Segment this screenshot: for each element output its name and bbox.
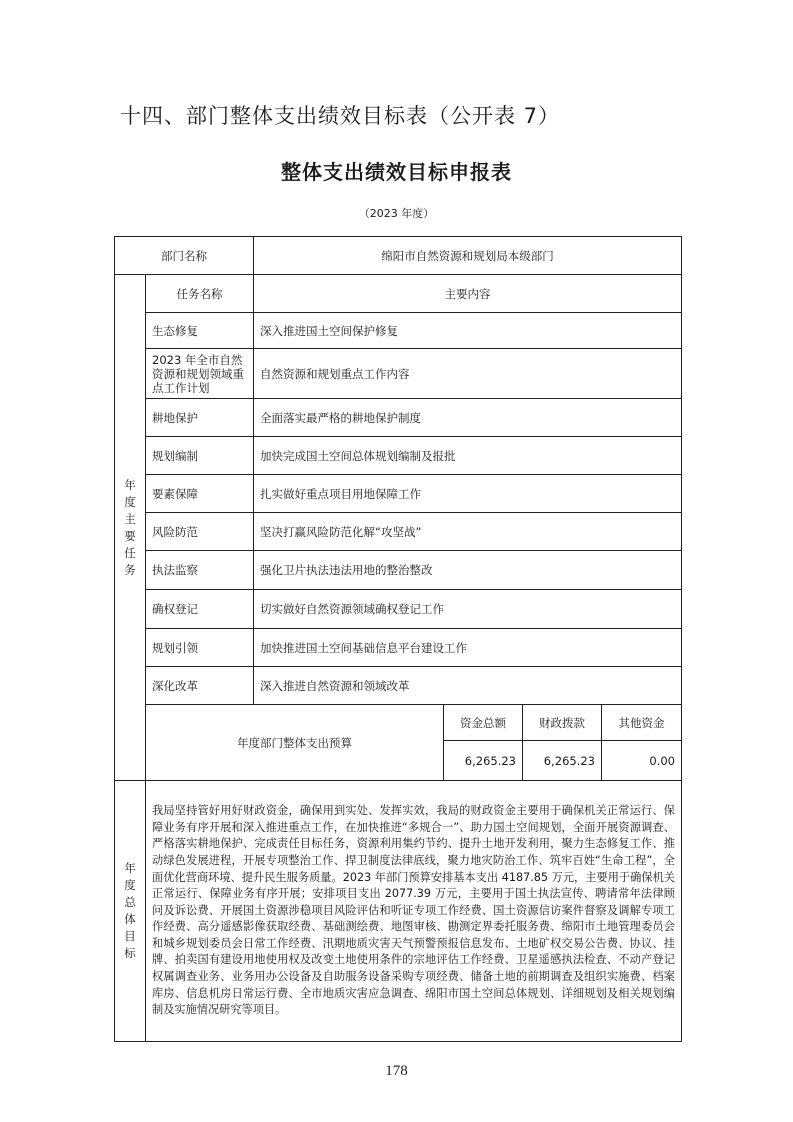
task-content: 扎实做好重点项目用地保障工作 (254, 475, 682, 513)
task-name: 生态修复 (146, 313, 254, 349)
task-row (115, 590, 682, 629)
budget-fiscal-value: 6,265.23 (523, 741, 602, 781)
task-row (115, 437, 682, 475)
task-name: 执法监察 (146, 551, 254, 590)
task-name: 2023 年全市自然资源和规划领域重点工作计划 (146, 349, 254, 399)
task-content: 强化卫片执法违法用地的整治整改 (254, 551, 682, 590)
budget-other-value: 0.00 (602, 741, 682, 781)
side-char: 标 (124, 946, 136, 960)
task-content: 坚决打赢风险防范化解“攻坚战” (254, 513, 682, 551)
side-char: 年 (124, 861, 136, 875)
dept-row (115, 237, 682, 275)
goal-row (115, 781, 682, 1042)
task-row (115, 667, 682, 705)
budget-total-header: 资金总额 (444, 705, 523, 741)
side-char: 度 (124, 494, 136, 509)
side-char: 度 (124, 878, 136, 892)
task-name: 要素保障 (146, 475, 254, 513)
performance-goal-table (114, 236, 682, 1042)
task-name: 规划编制 (146, 437, 254, 475)
task-header-row (115, 275, 682, 313)
budget-label: 年度部门整体支出预算 (146, 705, 444, 781)
budget-total-value: 6,265.23 (444, 741, 523, 781)
tasks-side-label (115, 275, 146, 781)
task-name: 确权登记 (146, 590, 254, 629)
budget-fiscal-header: 财政拨款 (523, 705, 602, 741)
side-char: 年 (124, 477, 136, 492)
task-row (115, 313, 682, 349)
task-name: 规划引领 (146, 629, 254, 667)
side-char: 总 (124, 895, 136, 909)
side-char: 主 (124, 511, 136, 526)
side-char: 目 (124, 929, 136, 943)
task-name: 深化改革 (146, 667, 254, 705)
task-name: 耕地保护 (146, 399, 254, 437)
task-content: 深入推进国土空间保护修复 (254, 313, 682, 349)
page-number: 178 (385, 1063, 408, 1079)
task-content: 切实做好自然资源领域确权登记工作 (254, 590, 682, 629)
goal-side-label (115, 781, 146, 1042)
page-heading: 十四、部门整体支出绩效目标表（公开表 7） (120, 104, 561, 128)
form-title: 整体支出绩效目标申报表 (281, 160, 512, 184)
task-name: 风险防范 (146, 513, 254, 551)
task-row (115, 349, 682, 399)
task-content: 深入推进自然资源和领域改革 (254, 667, 682, 705)
task-name-header: 任务名称 (146, 275, 254, 313)
task-content: 自然资源和规划重点工作内容 (254, 349, 682, 399)
task-row (115, 399, 682, 437)
task-content: 加快完成国土空间总体规划编制及报批 (254, 437, 682, 475)
task-row (115, 551, 682, 590)
form-year: （2023 年度） (358, 207, 435, 220)
task-content: 加快推进国土空间基础信息平台建设工作 (254, 629, 682, 667)
side-char: 体 (124, 912, 136, 926)
task-row (115, 513, 682, 551)
side-char: 任 (124, 545, 136, 560)
task-row (115, 629, 682, 667)
dept-label: 部门名称 (115, 237, 254, 275)
side-char: 务 (124, 562, 136, 577)
task-row (115, 475, 682, 513)
budget-header-row (115, 705, 682, 741)
side-char: 要 (124, 528, 136, 543)
budget-other-header: 其他资金 (602, 705, 682, 741)
goal-text: 我局坚持管好用好财政资金，确保用到实处、发挥实效，我局的财政资金主要用于确保机关正常运行、保障业务有序开展和深入推进重点工作，在加快推进“多规合一”、助力国土空间规划，全面开展资源调查、严格落实耕地保护、完成责任目标任务，资源利用集约节约、提升土地开发利用，聚力生态修复工作、推动绿色发展进程，开展专项整治工作、捍卫制度法律底线，聚力地灾防治工作、筑牢百姓“生命工程”，全面优化营商环境、提升民生服务质量。2023 年部门预算安排基本支出 4187.85 万元，主要用于确保机关正常运行、保障业务有序开展；安排项目支出 2077.39 万元，主要用于国土执法宣传、聘请常年法律顾问及诉讼费、开展国土资源涉稳项目风险评估和听证专项工作经费、国土资源信访案件督察及调解专项工作经费、高分遥感影像获取经费、基础测绘费、地图审核、勘测定界委托服务费、绵阳市土地管理委员会和城乡规划委员会日常工作经费、汛期地质灾害天气预警预报信息发布、土地矿权交易公告费、协议、挂牌、拍卖国有建设用地使用权及改变土地使用条件的宗地评估工作经费、卫星遥感执法检查、不动产登记权属调查业务、业务用办公设备及自助服务设备采购专项经费、储备土地的前期调查及组织实施费、档案库房、信息机房日常运行费、全市地质灾害应急调查、绵阳市国土空间总体规划、详细规划及相关规划编制及实施情况研究等项目。 (146, 781, 682, 1042)
task-content: 全面落实最严格的耕地保护制度 (254, 399, 682, 437)
dept-name: 绵阳市自然资源和规划局本级部门 (254, 237, 682, 275)
task-content-header: 主要内容 (254, 275, 682, 313)
